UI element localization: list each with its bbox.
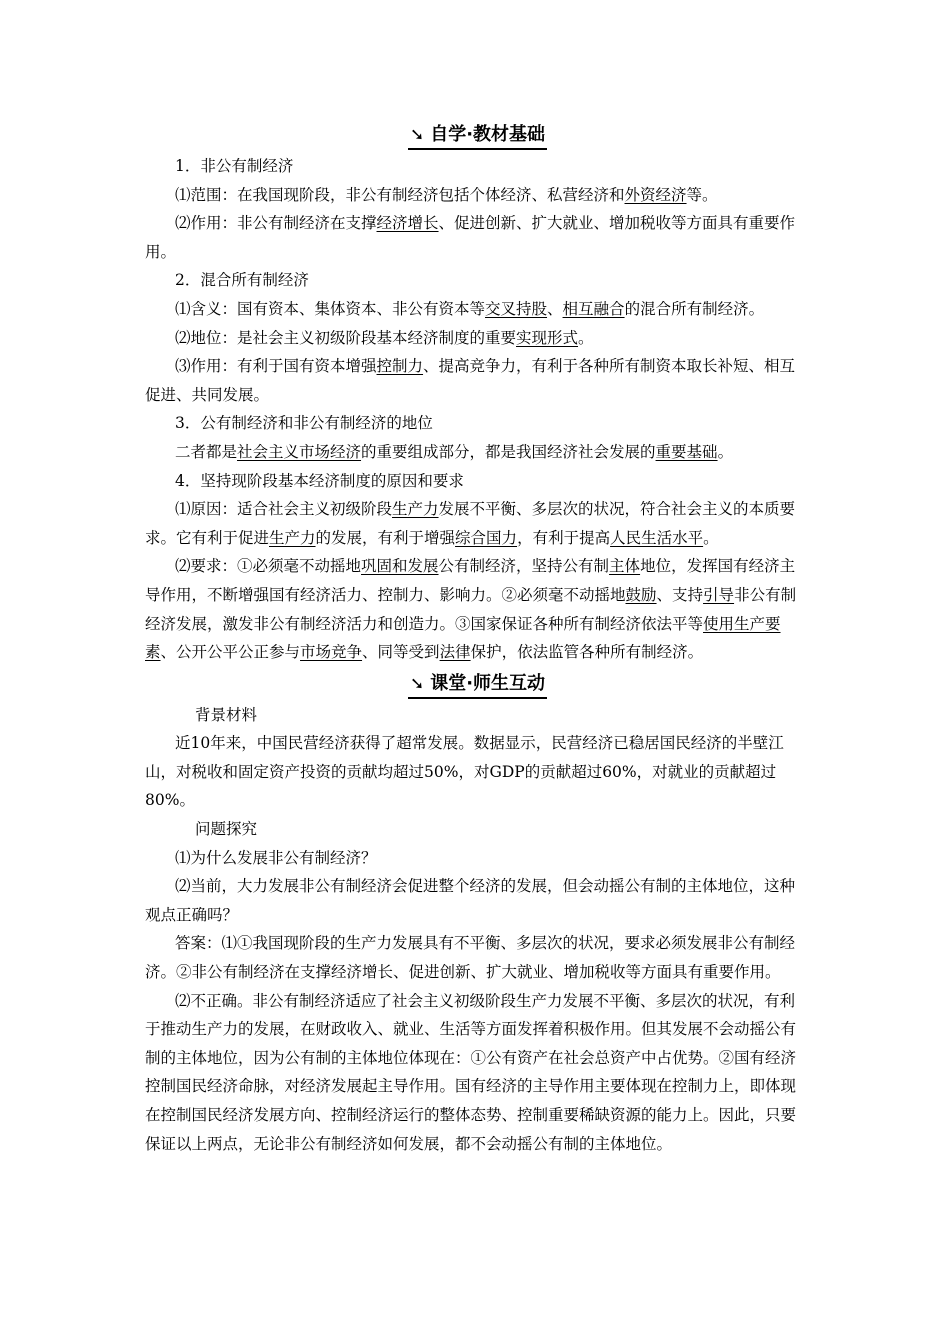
question-1: ⑴为什么发展非公有制经济？ <box>175 848 377 867</box>
paragraph-status: ⑵地位：是社会主义初级阶段基本经济制度的重要实现形式。 <box>175 328 594 347</box>
document-page <box>145 118 810 1158</box>
section-title-classroom: ➘ 课堂·师生互动 <box>145 667 810 701</box>
answer-1: 答案：⑴①我国现阶段的生产力发展具有不平衡、多层次的状况，要求必须发展非公有制经济。②非公有制经济在支撑经济增长、促进创新、扩大就业、增加税收等方面具有重要作用。 <box>145 934 796 982</box>
paragraph-effect: ⑶作用：有利于国有资本增强控制力、提高竞争力，有利于各种所有制资本取长补短、相互促进、共同发展。 <box>145 357 796 404</box>
paragraph-scope: ⑴范围：在我国现阶段，非公有制经济包括个体经济、私营经济和外资经济等。 <box>175 185 718 204</box>
background-text: 近10年来，中国民营经济获得了超常发展。数据显示，民营经济已稳居国民经济的半壁江山，对税收和固定资产投资的贡献均超过50%，对GDP的贡献超过60%，对就业的贡献超过80%。 <box>145 734 784 810</box>
section-title-self-study: ➘ 自学·教材基础 <box>145 118 810 152</box>
background-heading: 背景材料 <box>195 705 258 724</box>
arrow-down-right-icon: ➘ <box>409 673 425 694</box>
paragraph-position: 二者都是社会主义市场经济的重要组成部分，都是我国经济社会发展的重要基础。 <box>175 442 734 461</box>
paragraph-meaning: ⑴含义：国有资本、集体资本、非公有资本等交叉持股、相互融合的混合所有制经济。 <box>175 299 765 318</box>
answer-2: ⑵不正确。非公有制经济适应了社会主义初级阶段生产力发展不平衡、多层次的状况，有利于推动生产力的发展，在财政收入、就业、生活等方面发挥着积极作用。但其发展不会动摇公有制的主体地位，因为公有制的主体地位体现在：①公有资产在社会总资产中占优势。②国有经济控制国民经济命脉，对经济发展起主导作用。国有经济的主导作用主要体现在控制力上，即体现在控制国民经济发展方向、控制经济运行的整体态势、控制重要稀缺资源的能力上。因此，只要保证以上两点，无论非公有制经济如何发展，都不会动摇公有制的主体地位。 <box>145 991 797 1153</box>
arrow-down-right-icon: ➘ <box>409 125 425 145</box>
item-heading-3: 3．公有制经济和非公有制经济的地位 <box>175 414 433 433</box>
item-heading-4: 4．坚持现阶段基本经济制度的原因和要求 <box>175 471 464 490</box>
paragraph-requirement: ⑵要求：①必须毫不动摇地巩固和发展公有制经济，坚持公有制主体地位，发挥国有经济主导作用，不断增强国有经济活力、控制力、影响力。②必须毫不动摇地鼓励、支持引导非公有制经济发展，激发非公有制经济活力和创造力。③国家保证各种所有制经济依法平等使用生产要素、公开公平公正参与市场竞争、同等受到法律保护，依法监管各种所有制经济。 <box>145 557 797 662</box>
paragraph-role: ⑵作用：非公有制经济在支撑经济增长、促进创新、扩大就业、增加税收等方面具有重要作用。 <box>145 214 796 261</box>
question-2: ⑵当前，大力发展非公有制经济会促进整个经济的发展，但会动摇公有制的主体地位，这种观点正确吗？ <box>145 877 796 924</box>
question-heading: 问题探究 <box>195 820 258 839</box>
item-heading-2: 2．混合所有制经济 <box>175 271 309 290</box>
paragraph-reason: ⑴原因：适合社会主义初级阶段生产力发展不平衡、多层次的状况，符合社会主义的本质要求。它有利于促进生产力的发展，有利于增强综合国力，有利于提高人民生活水平。 <box>145 500 796 547</box>
item-heading-1: 1．非公有制经济 <box>175 157 294 175</box>
